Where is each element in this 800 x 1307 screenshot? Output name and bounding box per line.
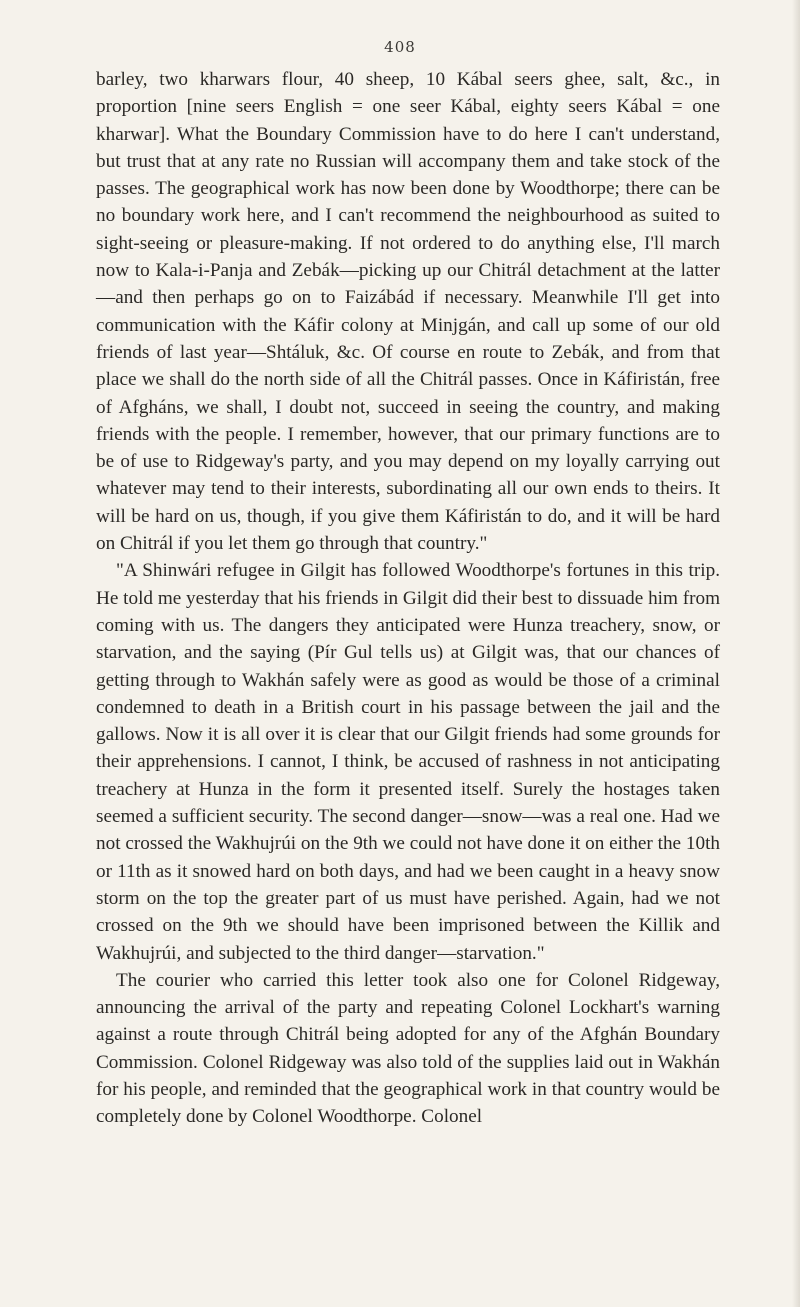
paragraph-continuation: barley, two kharwars flour, 40 sheep, 10 Kábal seers ghee, salt, &c., in proportion [nine seers English = one seer Kábal, eighty seers Kábal = one kharwar]. What the Boundary Commission have to do here I can't understand, but trust that at any rate no Russian will accompany them and take stock of the passes. The geographical work has now been done by Woodthorpe; there can be no boundary work here, and I can't recommend the neighbourhood as suited to sight-seeing or pleasure-making. If not ordered to do anything else, I'll march now to Kala-i-Panja and Zebák—picking up our Chitrál detachment at the latter—and then perhaps go on to Faizábád if necessary. Meanwhile I'll get into communication with the Káfir colony at Minjgán, and call up some of our old friends of last year—Shtáluk, &c. Of course en route to Zebák, and from that place we shall do the north side of all the Chitrál passes. Once in Káfiristán, free of Afgháns, we shall, I doubt not, succeed in seeing the country, and making friends with the people. I remember, however, that our primary functions are to be of use to Ridgeway's party, and you may depend on my loyally carrying out whatever may tend to their interests, subordinating all our own ends to theirs. It will be hard on us, though, if you give them Káfiristán to do, and it will be hard on Chitrál if you let them go through that country." (96, 69, 720, 555)
paragraph-shinwari-refugee: "A Shinwári refugee in Gilgit has followed Woodthorpe's fortunes in this trip. He told me yesterday that his friends in Gilgit did their best to dissuade him from coming with us. The dangers they anticipated were Hunza treachery, snow, or starvation, and the saying (Pír Gul tells us) at Gilgit was, that our chances of getting through to Wakhán safely were as good as would be those of a criminal condemned to death in a British court in his passage between the jail and the gallows. Now it is all over it is clear that our Gilgit friends had some grounds for their apprehensions. I cannot, I think, be accused of rashness in not anticipating treachery at Hunza in the form it presented itself. Surely the hostages taken seemed a sufficient security. The second danger—snow—was a real one. Had we not crossed the Wakhujrúi on the 9th we could not have done it on either the 10th or 11th as it snowed hard on both days, and had we been caught in a heavy snow storm on the top the greater part of us must have perished. Again, had we not crossed on the 9th we should have been imprisoned between the Killik and Wakhujrúi, and subjected to the third danger—starvation." (96, 560, 721, 964)
body-text (96, 66, 720, 1131)
page-edge-shadow (792, 0, 800, 1307)
paragraph-courier: The courier who carried this letter took also one for Colonel Ridgeway, announcing the arrival of the party and repeating Colonel Lockhart's warning against a route through Chitrál being adopted for any of the Afghán Boundary Commission. Colonel Ridgeway was also told of the supplies laid out in Wakhán for his people, and reminded that the geographical work in that country would be completely done by Colonel Woodthorpe. Colonel (96, 969, 720, 1128)
page-number: 408 (384, 38, 416, 56)
